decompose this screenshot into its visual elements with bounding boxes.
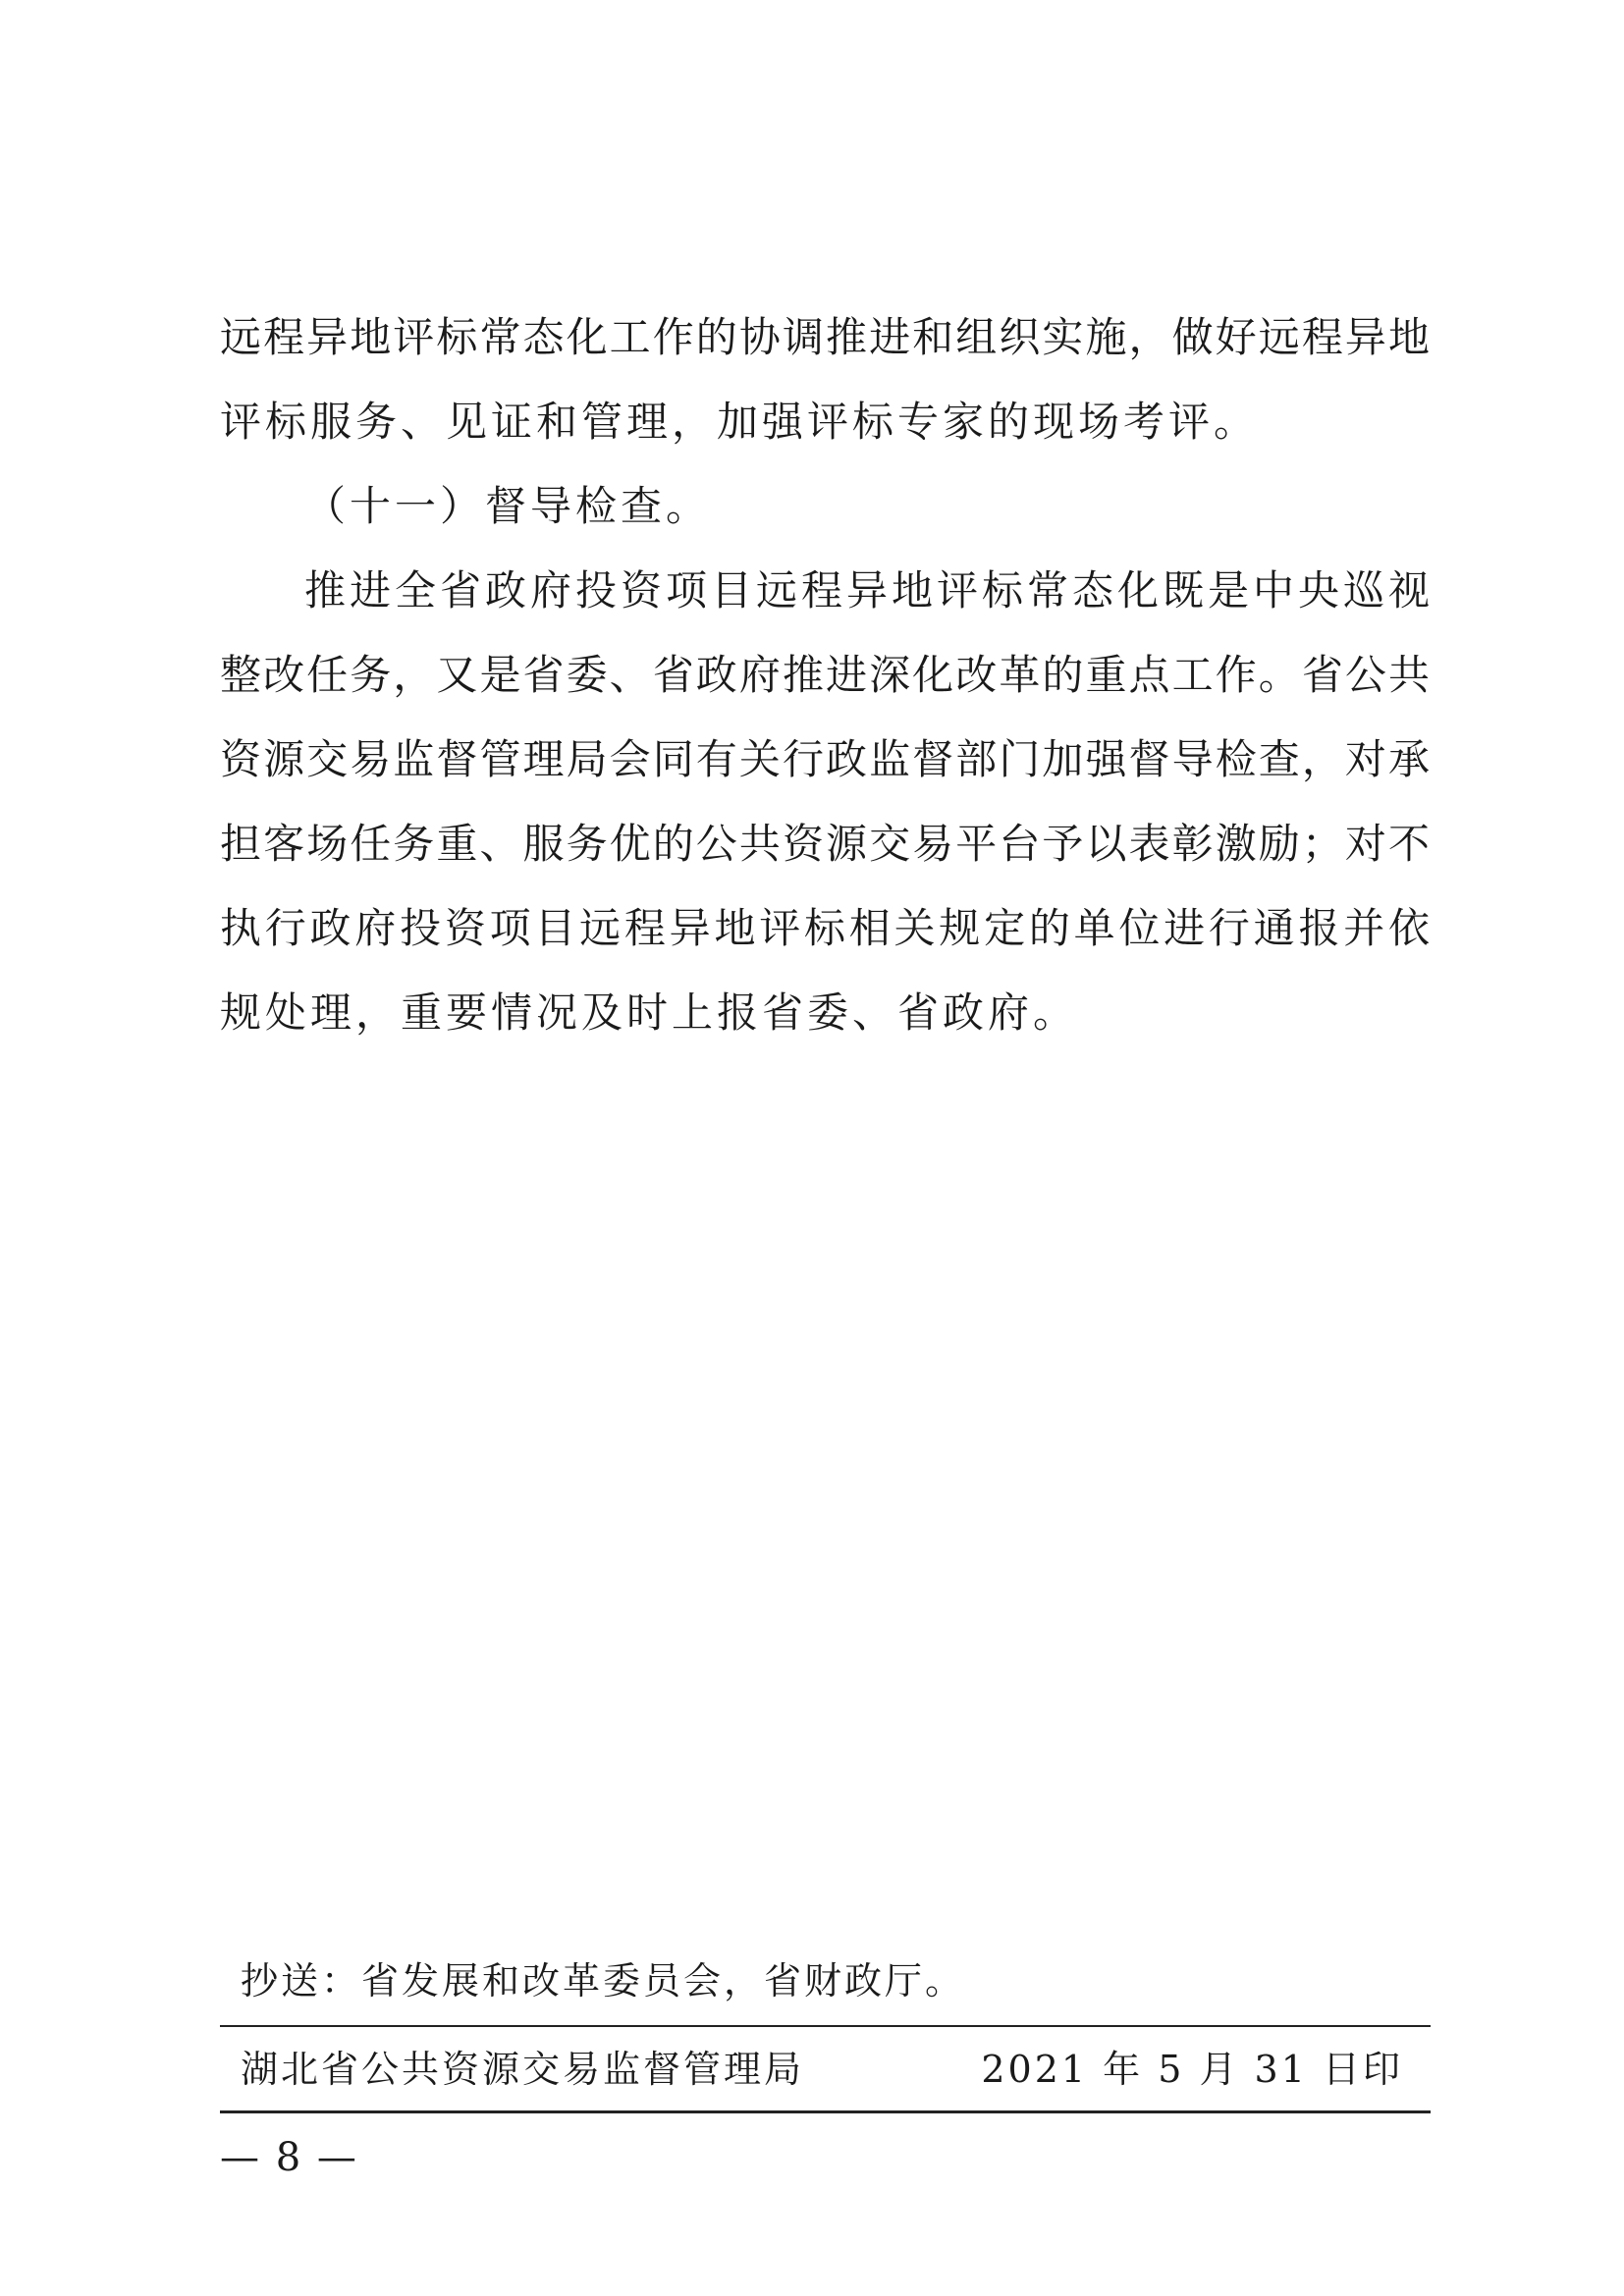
- print-date: 2021 年 5 月 31 日印: [981, 2048, 1403, 2091]
- body-line: 评标服务、见证和管理，加强评标专家的现场考评。: [220, 398, 1260, 446]
- divider-line: [220, 2110, 1431, 2113]
- body-line: 规处理，重要情况及时上报省委、省政府。: [220, 988, 1079, 1037]
- page-number: — 8 —: [220, 2135, 358, 2180]
- section-heading: （十一）督导检查。: [304, 482, 712, 530]
- body-line: 资源交易监督管理局会同有关行政监督部门加强督导检查，对承: [220, 735, 1430, 783]
- body-line: 推进全省政府投资项目远程异地评标常态化既是中央巡视: [304, 566, 1430, 614]
- body-line: 担客场任务重、服务优的公共资源交易平台予以表彰激励；对不: [220, 820, 1430, 868]
- body-line: 执行政府投资项目远程异地评标相关规定的单位进行通报并依: [220, 904, 1430, 952]
- body-line: 远程异地评标常态化工作的协调推进和组织实施，做好远程异地: [220, 313, 1430, 361]
- cc-line: 抄送：省发展和改革委员会，省财政厅。: [241, 1959, 966, 2002]
- divider-line: [220, 2025, 1431, 2027]
- issuer-name: 湖北省公共资源交易监督管理局: [241, 2048, 805, 2091]
- body-line: 整改任务，又是省委、省政府推进深化改革的重点工作。省公共: [220, 651, 1430, 699]
